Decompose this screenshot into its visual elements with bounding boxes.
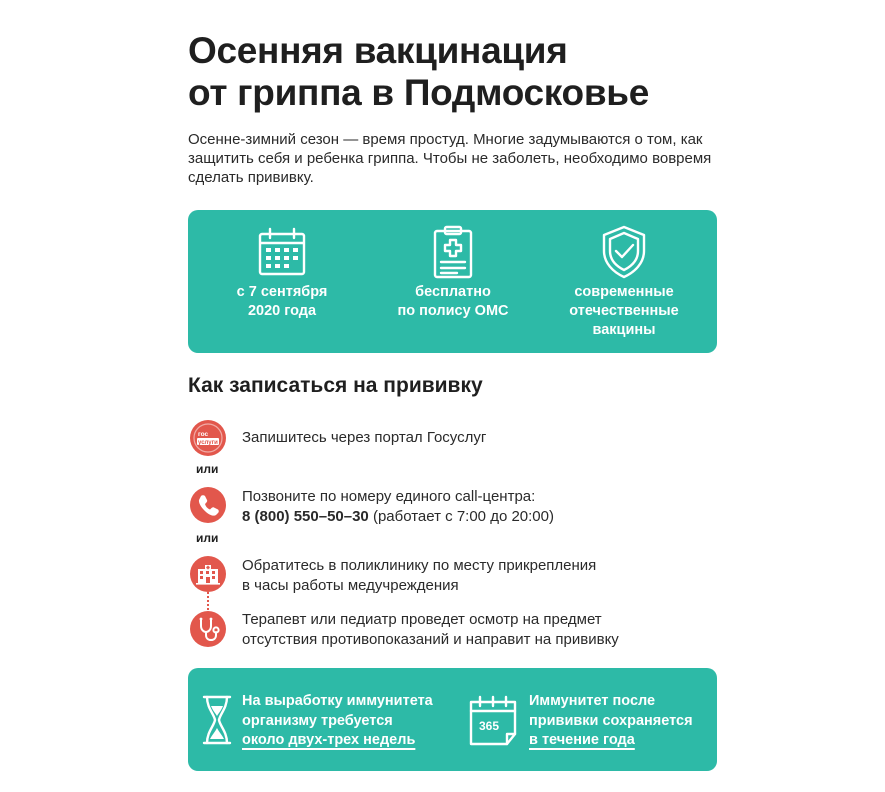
stethoscope-icon (190, 611, 226, 647)
gosuslugi-icon (190, 420, 226, 456)
immunity-time-text: На выработку иммунитета организму требуется около двух-трех недель (242, 693, 433, 748)
feature-free-oms (365, 210, 541, 353)
or-label: или (196, 462, 219, 476)
call-center-phone[interactable]: 8 (800) 550–50–30 (242, 507, 369, 525)
features-panel (188, 210, 717, 353)
calendar-365-icon (468, 694, 518, 746)
gosuslugi-icon-text: гос (198, 431, 209, 438)
hourglass-icon (202, 694, 232, 746)
hospital-icon (190, 556, 226, 592)
gosuslugi-icon-text: услуги (198, 440, 218, 446)
feature-label: с 7 сентября 2020 года (236, 284, 328, 319)
calendar-icon (256, 224, 308, 280)
call-center-hours: (работает с 7:00 до 20:00) (368, 507, 554, 525)
step-connector (207, 592, 209, 610)
step-call-text: Позвоните по номеру единого call-центра: 8 (800) 550–50–30 (работает с 7:00 до 20:00) (242, 487, 692, 526)
feature-start-date (194, 210, 370, 353)
page-title (188, 30, 748, 114)
shield-check-icon (598, 224, 650, 280)
step-gosuslugi-text: Запишитесь через портал Госуслуг (242, 429, 487, 446)
intro-text: Осенне-зимний сезон — время простуд. Многие задумываются о том, как защитить себя и ребенка гриппа. Чтобы не заболеть, необходимо вовремя сделать прививку. (188, 131, 712, 186)
or-label: или (196, 531, 219, 545)
immunity-duration-text: Иммунитет после прививки сохраняется в течение года (529, 693, 693, 748)
step-clinic-text: Обратитесь в поликлинику по месту прикрепления в часы работы медучреждения (242, 557, 597, 594)
step-doctor-text: Терапевт или педиатр проведет осмотр на предмет отсутствия противопоказаний и направит на прививку (242, 611, 619, 648)
title-line-1: Осенняя вакцинация (188, 30, 568, 71)
title-line-2: от гриппа в Подмосковье (188, 72, 649, 113)
immunity-panel (188, 668, 717, 771)
feature-vaccines (536, 210, 712, 353)
calendar-365-text: 365 (479, 719, 500, 733)
feature-label: современные отечественные вакцины (569, 284, 679, 338)
howto-title: Как записаться на прививку (188, 374, 483, 397)
phone-icon (190, 487, 226, 523)
clipboard-medical-icon (427, 224, 479, 280)
call-center-line (242, 507, 692, 527)
feature-label: бесплатно по полису ОМС (397, 284, 509, 319)
